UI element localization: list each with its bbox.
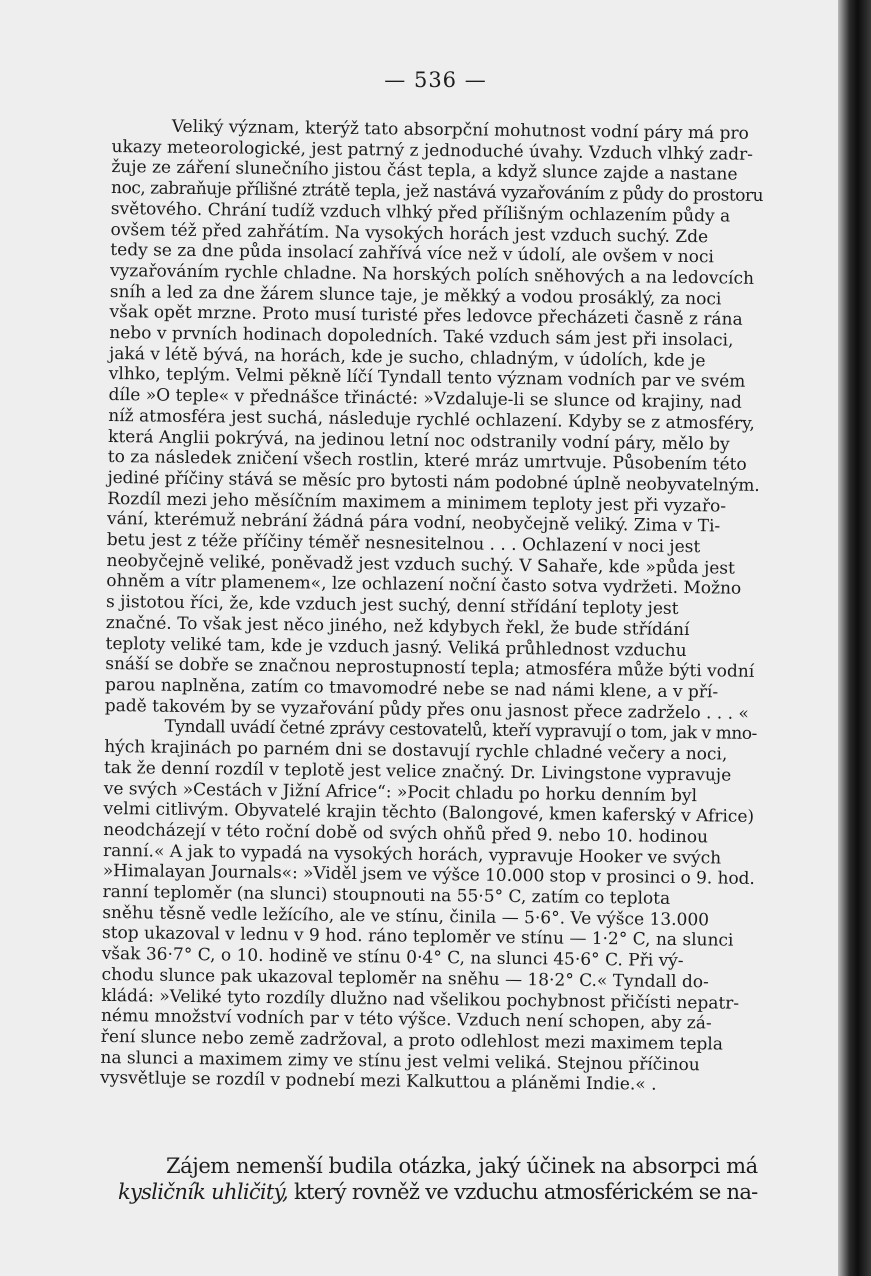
text-line: ranní teploměr (na slunci) stoupnouti na 55·5° C, zatím co teplota	[102, 881, 671, 909]
text-line: kládá: »Veliké tyto rozdíly dlužno nad všelikou pochybnost přičísti nepatr-	[101, 985, 740, 1014]
text-line: tedy se za dne půda insolací zahřívá více než v údolí, ale ovšem v noci	[110, 240, 714, 268]
text-line: díle »O teple« v přednášce třinácté: »Vzdaluje-li se slunce od krajiny, nad	[108, 385, 742, 413]
text-line: jaká v létě bývá, na horách, kde je sucho, chladným, v údolích, kde je	[108, 343, 706, 372]
closing-line-1: Zájem nemenší budila otázka, jaký účinek na absorpci má	[166, 1154, 758, 1178]
text-line: vlhko, teplým. Velmi pěkně líčí Tyndall tento význam vodních par ve svém	[108, 364, 746, 393]
closing-paragraph	[118, 1153, 758, 1205]
text-line: sněhu těsně vedle ležícího, ale ve stínu, činila — 5·6°. Ve výšce 13.000	[102, 902, 710, 931]
text-line: snáší se dobře se značnou neprostupností tepla; atmosféra může býti vodní	[105, 654, 755, 683]
text-line: betu jest z téže příčiny téměř nesnesitelnou . . . Ochlazení v noci jest	[106, 530, 701, 558]
text-line: žuje ze záření slunečního jistou část tepla, a když slunce zajde a nastane	[111, 157, 738, 186]
text-line: to za následek zničení všech rostlin, které mráz umrtvuje. Působením této	[107, 447, 747, 476]
text-line: padě takovém by se vyzařování půdy přes onu jasnost přece zadrželo . . . «	[104, 695, 749, 724]
text-line: noc, zabraňuje přílišné ztrátě tepla, jež nastává vyzařováním z půdy do prostoru	[110, 178, 764, 207]
text-line: teploty veliké tam, kde je vzduch jasný. Veliká průhlednost vzduchu	[105, 633, 687, 661]
text-line: hých krajinách po parném dni se dostavují rychle chladné večery a noci,	[104, 737, 728, 765]
book-gutter-shadow	[838, 0, 871, 1276]
text-line: však 36·7° C, o 10. hodině ve stínu 0·4° C, na slunci 45·6° C. Při vý-	[101, 944, 684, 972]
text-line: sníh a led za dne žárem slunce taje, je měkký a vodou prosáklý, za noci	[109, 281, 722, 310]
text-line: stop ukazoval v lednu v 9 hod. ráno teploměr ve stínu — 1·2° C, na slunci	[101, 923, 734, 952]
text-line: Rozdíl mezi jeho měsíčním maximem a minimem teploty jest při vyzařo-	[107, 488, 727, 517]
text-line: chodu slunce pak ukazoval teploměr na sněhu — 18·2° C.« Tyndall do-	[101, 964, 709, 993]
text-line: ovšem též před zahřátím. Na vysokých horách jest vzduch suchý. Zde	[110, 219, 709, 247]
text-line: světového. Chrání tudíž vzduch vlhký před přílišným ochlazením půdy a	[110, 198, 731, 227]
text-line: neodcházejí v této roční době od svých ohňů před 9. nebo 10. hodinou	[103, 819, 709, 848]
text-line: Veliký význam, kterýž tato absorpční mohutnost vodní páry má pro	[171, 116, 749, 144]
text-line: vysvětluje se rozdíl v podnebí mezi Kalkuttou a pláněmi Indie.« .	[100, 1068, 657, 1096]
closing-line-2	[118, 1179, 758, 1205]
text-line: neobyčejně veliké, poněvadž jest vzduch suchý. V Sahaře, kde »půda jest	[106, 550, 736, 579]
text-line: vyzařováním rychle chladne. Na horských polích sněhových a na ledovcích	[109, 260, 755, 289]
italic-term: kysličník uhličitý,	[118, 1180, 288, 1204]
text-line: níž atmosféra jest suchá, následuje rychlé ochlazení. Kdyby se z atmosféry,	[108, 405, 755, 434]
text-line: ukazy meteorologické, jest patrný z jednoduché úvahy. Vzduch vlhký zadr-	[111, 136, 754, 165]
text-line: nebo v prvních hodinach dopoledních. Také vzduch sám jest při insolaci,	[109, 323, 734, 351]
text-line: nému množství vodních par v této výšce. Vzduch není schopen, aby zá-	[100, 1006, 712, 1034]
text-line: ohněm a vítr plamenem«, lze ochlazení noční často sotva vydržeti. Možno	[106, 571, 742, 600]
text-line: na slunci a maximem zimy ve stínu jest velmi veliká. Stejnou příčinou	[100, 1047, 700, 1075]
text-line: však opět mrzne. Proto musí turisté přes ledovce přecházeti časně z rána	[109, 302, 743, 331]
main-paragraph	[100, 116, 764, 1097]
text-line: jediné příčiny stává se měsíc pro bytosti nám podobné úplně neobyvatelným.	[107, 467, 760, 496]
text-line: parou naplněna, zatím co tmavomodré nebe se nad námi klene, a v pří-	[104, 674, 719, 703]
text-line: značné. To však jest něco jiného, než kdybych řekl, že bude střídání	[105, 612, 690, 640]
text-line: Tyndall uvádí četné zprávy cestovatelů, kteří vypravují o tom, jak v mno-	[164, 717, 757, 745]
text-line: »Himalayan Journals«: »Viděl jsem ve výšce 10.000 stop v prosinci o 9. hod.	[102, 861, 755, 890]
text-line: ranní.« A jak to vypadá na vysokých horách, vypravuje Hooker ve svých	[102, 840, 722, 869]
text-line: ve svých »Cestách v Jižní Africe“: »Pocit chladu po horku denním byl	[103, 778, 698, 806]
text-line: tak že denní rozdíl v teplotě jest velice značný. Dr. Livingstone vypravuje	[103, 757, 732, 786]
text-line: s jistotou říci, že, kde vzduch jest suchý, denní střídání teploty jest	[105, 592, 679, 620]
text-line: která Anglii pokrývá, na jedinou letní noc odstranily vodní páry, mělo by	[107, 426, 730, 455]
text-line: ření slunce nebo země zadržoval, a proto odlehlost mezi maximem tepla	[100, 1026, 724, 1055]
text-line: vání, kterémuž nebrání žádná pára vodní, neobyčejně veliký. Zima v Ti-	[106, 509, 721, 537]
closing-line-2-rest: který rovněž ve vzduchu atmosférickém se na-	[288, 1180, 758, 1204]
text-line: velmi citlivým. Obyvatelé krajin těchto (Balongové, kmen kaferský v Africe)	[103, 799, 755, 828]
page-number: — 536 —	[384, 68, 487, 92]
